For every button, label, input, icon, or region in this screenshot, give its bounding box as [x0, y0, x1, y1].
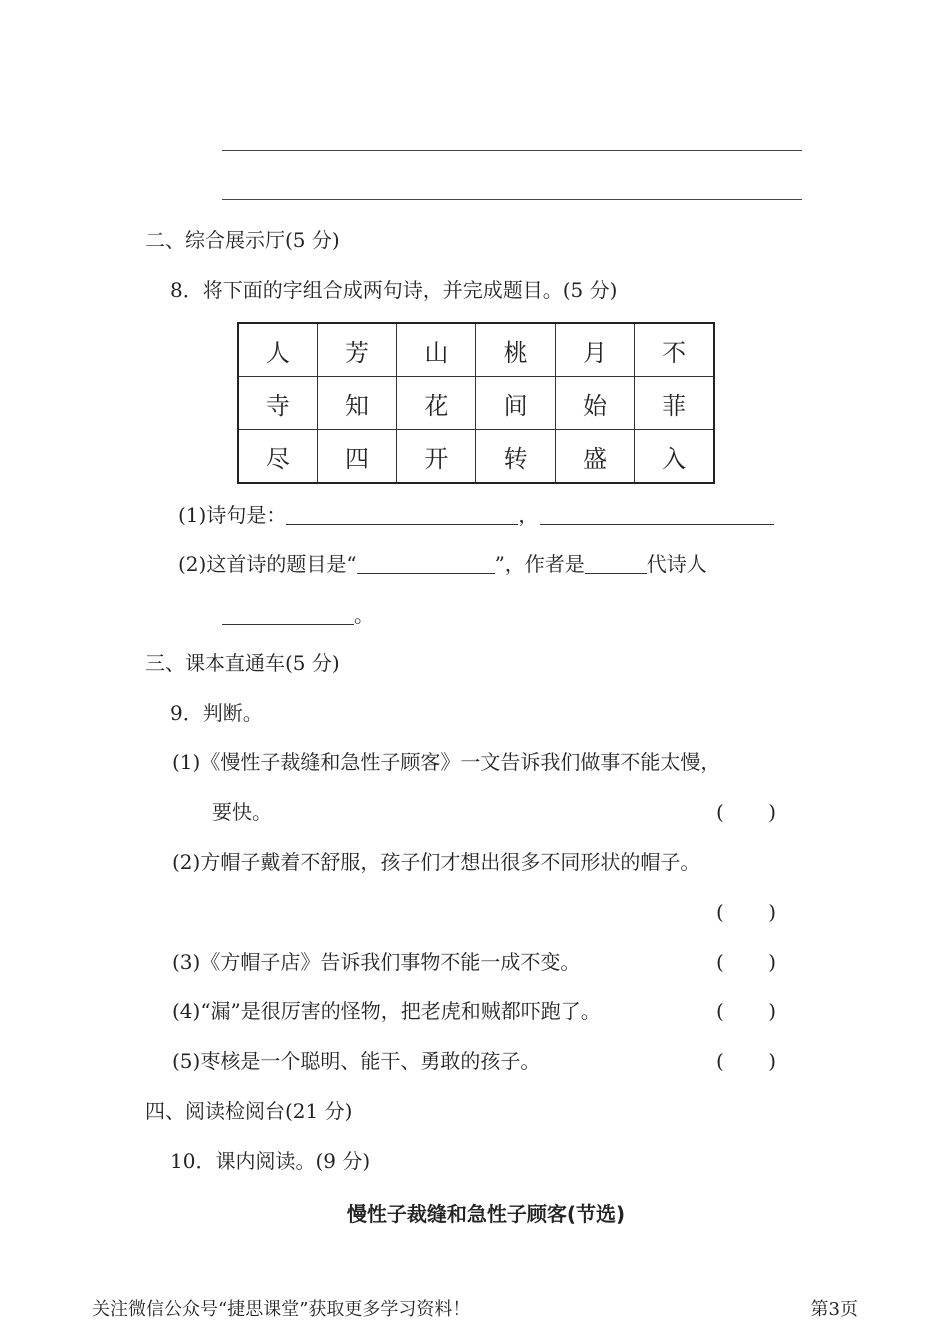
grid-cell: 四 [317, 430, 396, 484]
paren-open: ( [716, 950, 724, 974]
answer-line-1 [222, 150, 802, 151]
grid-cell: 芳 [317, 323, 396, 377]
grid-cell: 间 [476, 377, 555, 430]
q9-item-1: (1)《慢性子裁缝和急性子顾客》一文告诉我们做事不能太慢， [172, 750, 721, 774]
q8-sub2 [178, 551, 707, 577]
q10-prompt: 10．课内阅读。(9 分) [170, 1149, 371, 1173]
grid-row [238, 323, 714, 377]
paren-open: ( [716, 999, 724, 1023]
dynasty-blank[interactable] [585, 553, 647, 574]
grid-cell: 菲 [635, 377, 714, 430]
q8-sub2-label: (2)这首诗的题目是“ [178, 552, 357, 576]
q8-sub1 [178, 502, 774, 528]
q9-item-4: (4)“漏”是很厉害的怪物，把老虎和贼都吓跑了。 [172, 999, 601, 1023]
grid-cell: 开 [397, 430, 476, 484]
q9-item-3: (3)《方帽子店》告诉我们事物不能一成不变。 [172, 950, 581, 974]
q8-sub2-tail: 代诗人 [646, 552, 707, 576]
paren-close: ) [768, 800, 776, 824]
grid-cell: 始 [555, 377, 634, 430]
passage-title: 慢性子裁缝和急性子顾客(节选) [346, 1202, 626, 1226]
poem-title-blank[interactable] [357, 553, 495, 574]
grid-cell: 知 [317, 377, 396, 430]
grid-cell: 桃 [476, 323, 555, 377]
q8-sub2-line2 [222, 602, 374, 628]
grid-cell: 人 [238, 323, 317, 377]
poem-line-2-blank[interactable] [540, 504, 774, 525]
q9-item-2: (2)方帽子戴着不舒服，孩子们才想出很多不同形状的帽子。 [172, 850, 701, 874]
page-number: 第3页 [810, 1299, 858, 1320]
q8-prompt: 8．将下面的字组合成两句诗，并完成题目。(5 分) [170, 278, 618, 302]
q9-prompt: 9．判断。 [170, 701, 263, 725]
q8-sub1-comma: ， [518, 503, 539, 527]
poet-name-blank[interactable] [222, 604, 354, 625]
section4-heading: 四、阅读检阅台(21 分) [145, 1099, 353, 1123]
q9-item-1-cont: 要快。 [212, 800, 272, 824]
grid-cell: 不 [635, 323, 714, 377]
grid-cell: 寺 [238, 377, 317, 430]
character-grid [237, 322, 715, 484]
section3-heading: 三、课本直通车(5 分) [145, 651, 340, 675]
grid-row [238, 430, 714, 484]
paren-close: ) [768, 950, 776, 974]
footer-promo: 关注微信公众号“捷思课堂”获取更多学习资料！ [92, 1299, 471, 1320]
q9-item-5: (5)枣核是一个聪明、能干、勇敢的孩子。 [172, 1049, 541, 1073]
poem-line-1-blank[interactable] [286, 504, 518, 525]
section2-heading: 二、综合展示厅(5 分) [145, 228, 340, 252]
q8-sub2-mid: ”，作者是 [494, 552, 585, 576]
paren-close: ) [768, 900, 776, 924]
paren-open: ( [716, 800, 724, 824]
grid-cell: 月 [555, 323, 634, 377]
grid-cell: 入 [635, 430, 714, 484]
paren-open: ( [716, 1049, 724, 1073]
grid-cell: 尽 [238, 430, 317, 484]
grid-cell: 花 [397, 377, 476, 430]
answer-line-2 [222, 199, 802, 200]
grid-row [238, 377, 714, 430]
q8-sub1-label: (1)诗句是： [178, 503, 287, 527]
paren-open: ( [716, 900, 724, 924]
grid-cell: 转 [476, 430, 555, 484]
paren-close: ) [768, 999, 776, 1023]
paren-close: ) [768, 1049, 776, 1073]
grid-cell: 山 [397, 323, 476, 377]
q8-sub2-end: 。 [354, 603, 374, 627]
grid-cell: 盛 [555, 430, 634, 484]
